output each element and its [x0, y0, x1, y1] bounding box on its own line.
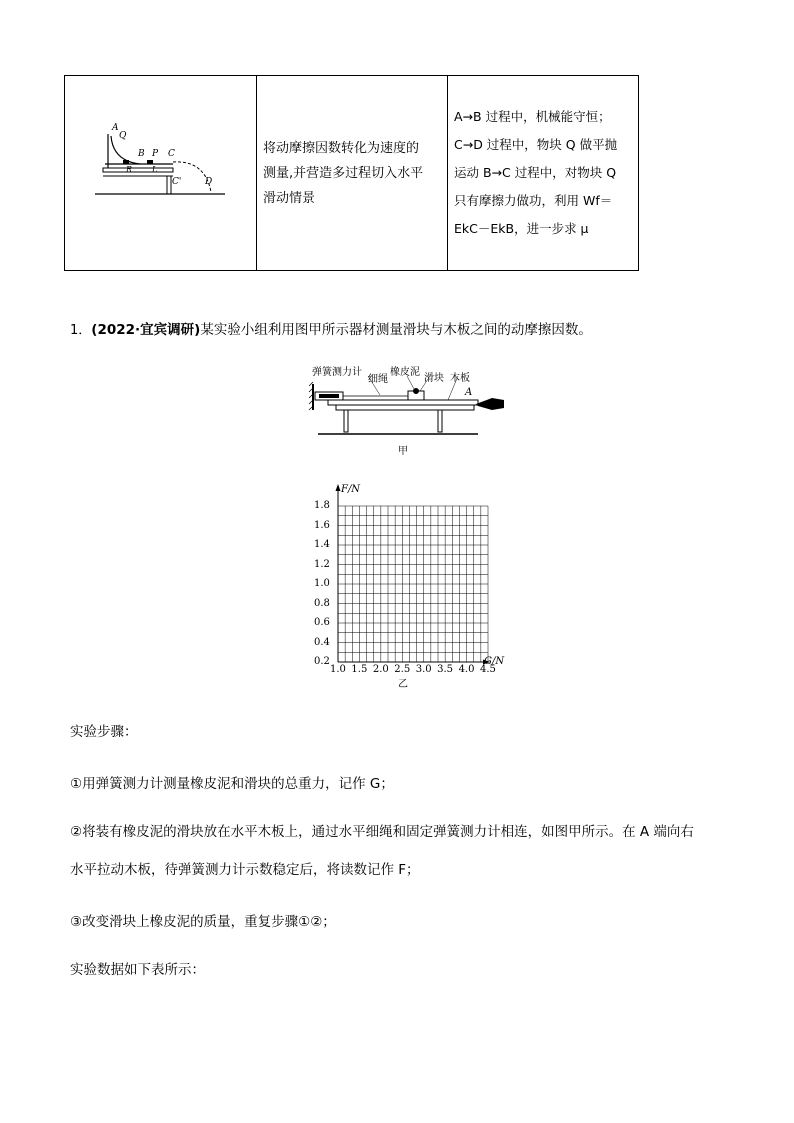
y-tick-label: 0.2 [314, 656, 330, 667]
label-b: B [138, 149, 145, 159]
y-axis-label: F/N [341, 484, 361, 495]
y-tick-label: 0.8 [314, 597, 330, 609]
label-board: 木板 [450, 373, 470, 384]
question-line [70, 318, 592, 338]
x-tick-label: 3.0 [415, 664, 432, 675]
y-tick-label: 1.0 [314, 578, 330, 589]
label-end-a: A [465, 387, 473, 398]
step-2-line-2: 水平拉动木板，待弹簧测力计示数稳定后，将读数记作 F； [70, 862, 420, 878]
label-d: D [205, 177, 213, 187]
step-3: ③改变滑块上橡皮泥的质量，重复步骤①②； [70, 914, 336, 930]
y-tick-label: 0.6 [314, 617, 330, 628]
y-tick-label: 1.4 [314, 539, 330, 550]
figure-yi [310, 484, 510, 688]
label-q: Q [119, 131, 127, 141]
y-axis-arrow [336, 484, 341, 491]
question-text: 某实验小组利用图甲所示器材测量滑块与木板之间的动摩擦因数。 [200, 322, 592, 338]
label-putty: 橡皮泥 [390, 367, 420, 378]
label-p: P [152, 149, 159, 159]
x-tick-label: 2.5 [394, 664, 411, 675]
analysis-cell [448, 76, 639, 271]
step-2-line-1: ②将装有橡皮泥的滑块放在水平木板上，通过水平细绳和固定弹簧测力计相连，如图甲所示。在 A 端向右 [70, 824, 694, 840]
label-l: L [152, 165, 158, 174]
y-tick-label: 0.4 [314, 636, 330, 648]
figure-jia [308, 362, 508, 462]
purpose-line-3: 滑动情景 [263, 190, 316, 206]
label-c-prime: C' [172, 177, 182, 187]
y-tick-label: 1.8 [314, 500, 330, 511]
step-1: ①用弹簧测力计测量橡皮泥和滑块的总重力，记作 G； [70, 776, 394, 792]
caption-yi: 乙 [398, 679, 408, 690]
label-rope: 细绳 [368, 374, 388, 385]
x-tick-label: 4.0 [458, 664, 475, 675]
label-r: R [126, 165, 133, 174]
label-c: C [168, 149, 175, 159]
y-tick-label: 1.6 [314, 519, 330, 531]
analysis-line-2: C→D 过程中，物块 Q 做平抛 [454, 137, 618, 152]
label-spring-scale: 弹簧测力计 [312, 367, 362, 378]
data-intro: 实验数据如下表所示： [70, 962, 205, 978]
caption-jia: 甲 [398, 446, 408, 457]
question-number: 1． [70, 323, 92, 338]
x-tick-label: 2.0 [372, 664, 389, 675]
x-tick-label: 4.5 [480, 664, 496, 675]
diagram-cell [65, 76, 257, 271]
analysis-line-1: A→B 过程中，机械能守恒； [454, 109, 611, 124]
analysis-line-4: 只有摩擦力做功，利用 Wf＝ [454, 193, 613, 208]
grid-chart [310, 484, 510, 688]
track-diagram [65, 76, 255, 270]
method-table [64, 75, 639, 271]
y-tick-label: 1.2 [314, 558, 330, 570]
analysis-line-5: EkC－EkB，进一步求 μ [454, 221, 589, 236]
x-tick-label: 3.5 [437, 664, 454, 675]
purpose-line-2: 测量,并营造多过程切入水平 [263, 165, 424, 181]
label-block: 滑块 [424, 373, 444, 384]
analysis-line-3: 运动 B→C 过程中，对物块 Q [454, 165, 617, 180]
x-tick-label: 1.5 [351, 664, 368, 675]
purpose-line-1: 将动摩擦因数转化为速度的 [263, 140, 420, 156]
grid-lines [338, 506, 488, 662]
steps-heading: 实验步骤： [70, 724, 138, 740]
purpose-cell [257, 76, 448, 271]
label-a: A [112, 123, 119, 133]
x-axis-label: G/N [484, 656, 505, 667]
question-source: (2022·宜宾调研) [91, 322, 201, 338]
x-tick-label: 1.0 [330, 664, 346, 675]
